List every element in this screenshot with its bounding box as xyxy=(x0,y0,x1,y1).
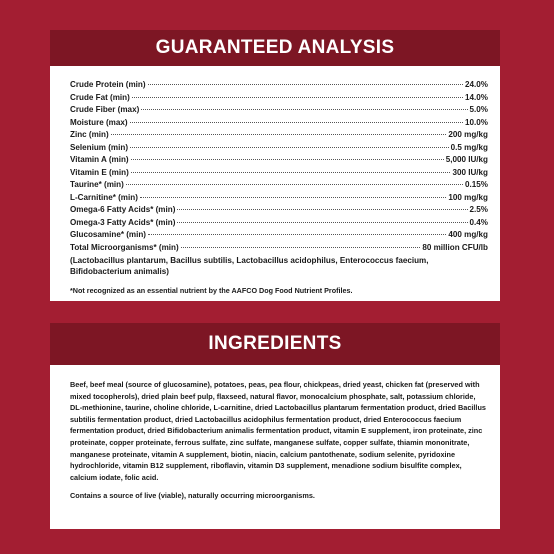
dot-leader xyxy=(148,234,446,235)
probiotic-note: Contains a source of live (viable), naturally occurring microorganisms. xyxy=(70,491,315,501)
analysis-label: Glucosamine* (min) xyxy=(70,230,147,239)
analysis-row xyxy=(70,217,488,230)
dot-leader xyxy=(148,84,464,85)
ingredients-text: Beef, beef meal (source of glucosamine), potatoes, peas, pea flour, chickpeas, dried yeast, chicken fat (preserved with mixed tocopherols), dried plain beef pulp, flaxseed, natural flavor, monocalcium phosphate, salt, potassium chloride, DL-methionine, taurine, choline chloride, L-carnitine, dried Lactobacillus plantarum fermentation product, dried Bacillus subtilis fermentation product, dried Lactobacillus acidophilus fermentation product, dried Enterococcus faecium fermentation product, dried Bifidobacterium animalis fermentation product, vitamin E supplement, iron proteinate, zinc proteinate, copper proteinate, ferrous sulfate, zinc sulfate, manganese sulfate, copper sulfate, thiamin mononitrate, manganese proteinate, vitamin A supplement, biotin, niacin, calcium pantothenate, sodium selenite, pyridoxine hydrochloride, vitamin B12 supplement, riboflavin, vitamin D3 supplement, menadione sodium bisulfite complex, calcium iodate, folic acid. xyxy=(70,380,486,482)
analysis-label: Omega-6 Fatty Acids* (min) xyxy=(70,205,176,214)
analysis-row xyxy=(70,129,488,142)
dot-leader xyxy=(132,97,463,98)
analysis-row xyxy=(70,229,488,242)
analysis-row xyxy=(70,167,488,180)
analysis-row xyxy=(70,104,488,117)
dot-leader xyxy=(177,222,467,223)
analysis-label: Vitamin E (min) xyxy=(70,167,129,177)
analysis-value: 24.0% xyxy=(465,80,488,89)
analysis-label: L-Carnitine* (min) xyxy=(70,192,138,202)
dot-leader xyxy=(131,159,444,160)
analysis-value: 10.0% xyxy=(465,117,488,127)
dot-leader xyxy=(177,209,467,210)
analysis-value: 0.4% xyxy=(469,217,488,227)
analysis-label: Total Microorganisms* (min) xyxy=(70,242,179,252)
guaranteed-analysis-body xyxy=(50,66,500,295)
analysis-value: 80 million CFU/lb xyxy=(422,242,488,252)
dot-leader xyxy=(130,122,463,123)
dot-leader xyxy=(140,197,447,198)
analysis-label: Crude Protein (min) xyxy=(70,80,146,89)
analysis-value: 2.5% xyxy=(469,205,488,214)
guaranteed-analysis-panel xyxy=(50,30,500,301)
analysis-value: 0.5 mg/kg xyxy=(450,142,488,152)
analysis-row xyxy=(70,154,488,167)
analysis-label: Zinc (min) xyxy=(70,130,109,139)
analysis-label: Omega-3 Fatty Acids* (min) xyxy=(70,217,176,227)
analysis-value: 5.0% xyxy=(469,105,488,114)
analysis-label: Crude Fat (min) xyxy=(70,92,130,102)
analysis-label: Crude Fiber (max) xyxy=(70,105,140,114)
analysis-row xyxy=(70,242,488,255)
dot-leader xyxy=(141,109,467,110)
analysis-value: 400 mg/kg xyxy=(448,230,488,239)
ingredients-panel xyxy=(50,323,500,529)
analysis-row xyxy=(70,117,488,130)
analysis-row xyxy=(70,204,488,217)
analysis-row xyxy=(70,179,488,192)
dot-leader xyxy=(181,247,421,248)
analysis-value: 100 mg/kg xyxy=(448,192,488,202)
analysis-label: Selenium (min) xyxy=(70,142,129,152)
dot-leader xyxy=(126,184,463,185)
analysis-row xyxy=(70,92,488,105)
dot-leader xyxy=(130,147,449,148)
analysis-label: Taurine* (min) xyxy=(70,180,124,189)
analysis-label: Vitamin A (min) xyxy=(70,155,129,164)
analysis-footnote: *Not recognized as an essential nutrient by the AAFCO Dog Food Nutrient Profiles. xyxy=(70,286,353,295)
analysis-value: 0.15% xyxy=(465,180,488,189)
guaranteed-analysis-title: GUARANTEED ANALYSIS xyxy=(50,30,500,66)
analysis-row xyxy=(70,79,488,92)
dot-leader xyxy=(111,134,447,135)
analysis-value: 14.0% xyxy=(465,92,488,102)
analysis-label: Moisture (max) xyxy=(70,117,128,127)
analysis-row xyxy=(70,192,488,205)
analysis-value: 300 IU/kg xyxy=(452,167,488,177)
analysis-value: 5,000 IU/kg xyxy=(445,155,488,164)
microorganisms-detail: (Lactobacillus plantarum, Bacillus subtilis, Lactobacillus acidophilus, Enterococcus faecium, Bifidobacterium animalis) xyxy=(70,256,429,276)
ingredients-title: INGREDIENTS xyxy=(50,323,500,365)
guaranteed-analysis-list xyxy=(70,79,488,254)
analysis-row xyxy=(70,142,488,155)
ingredients-body xyxy=(50,365,500,502)
analysis-value: 200 mg/kg xyxy=(448,130,488,139)
dot-leader xyxy=(131,172,451,173)
